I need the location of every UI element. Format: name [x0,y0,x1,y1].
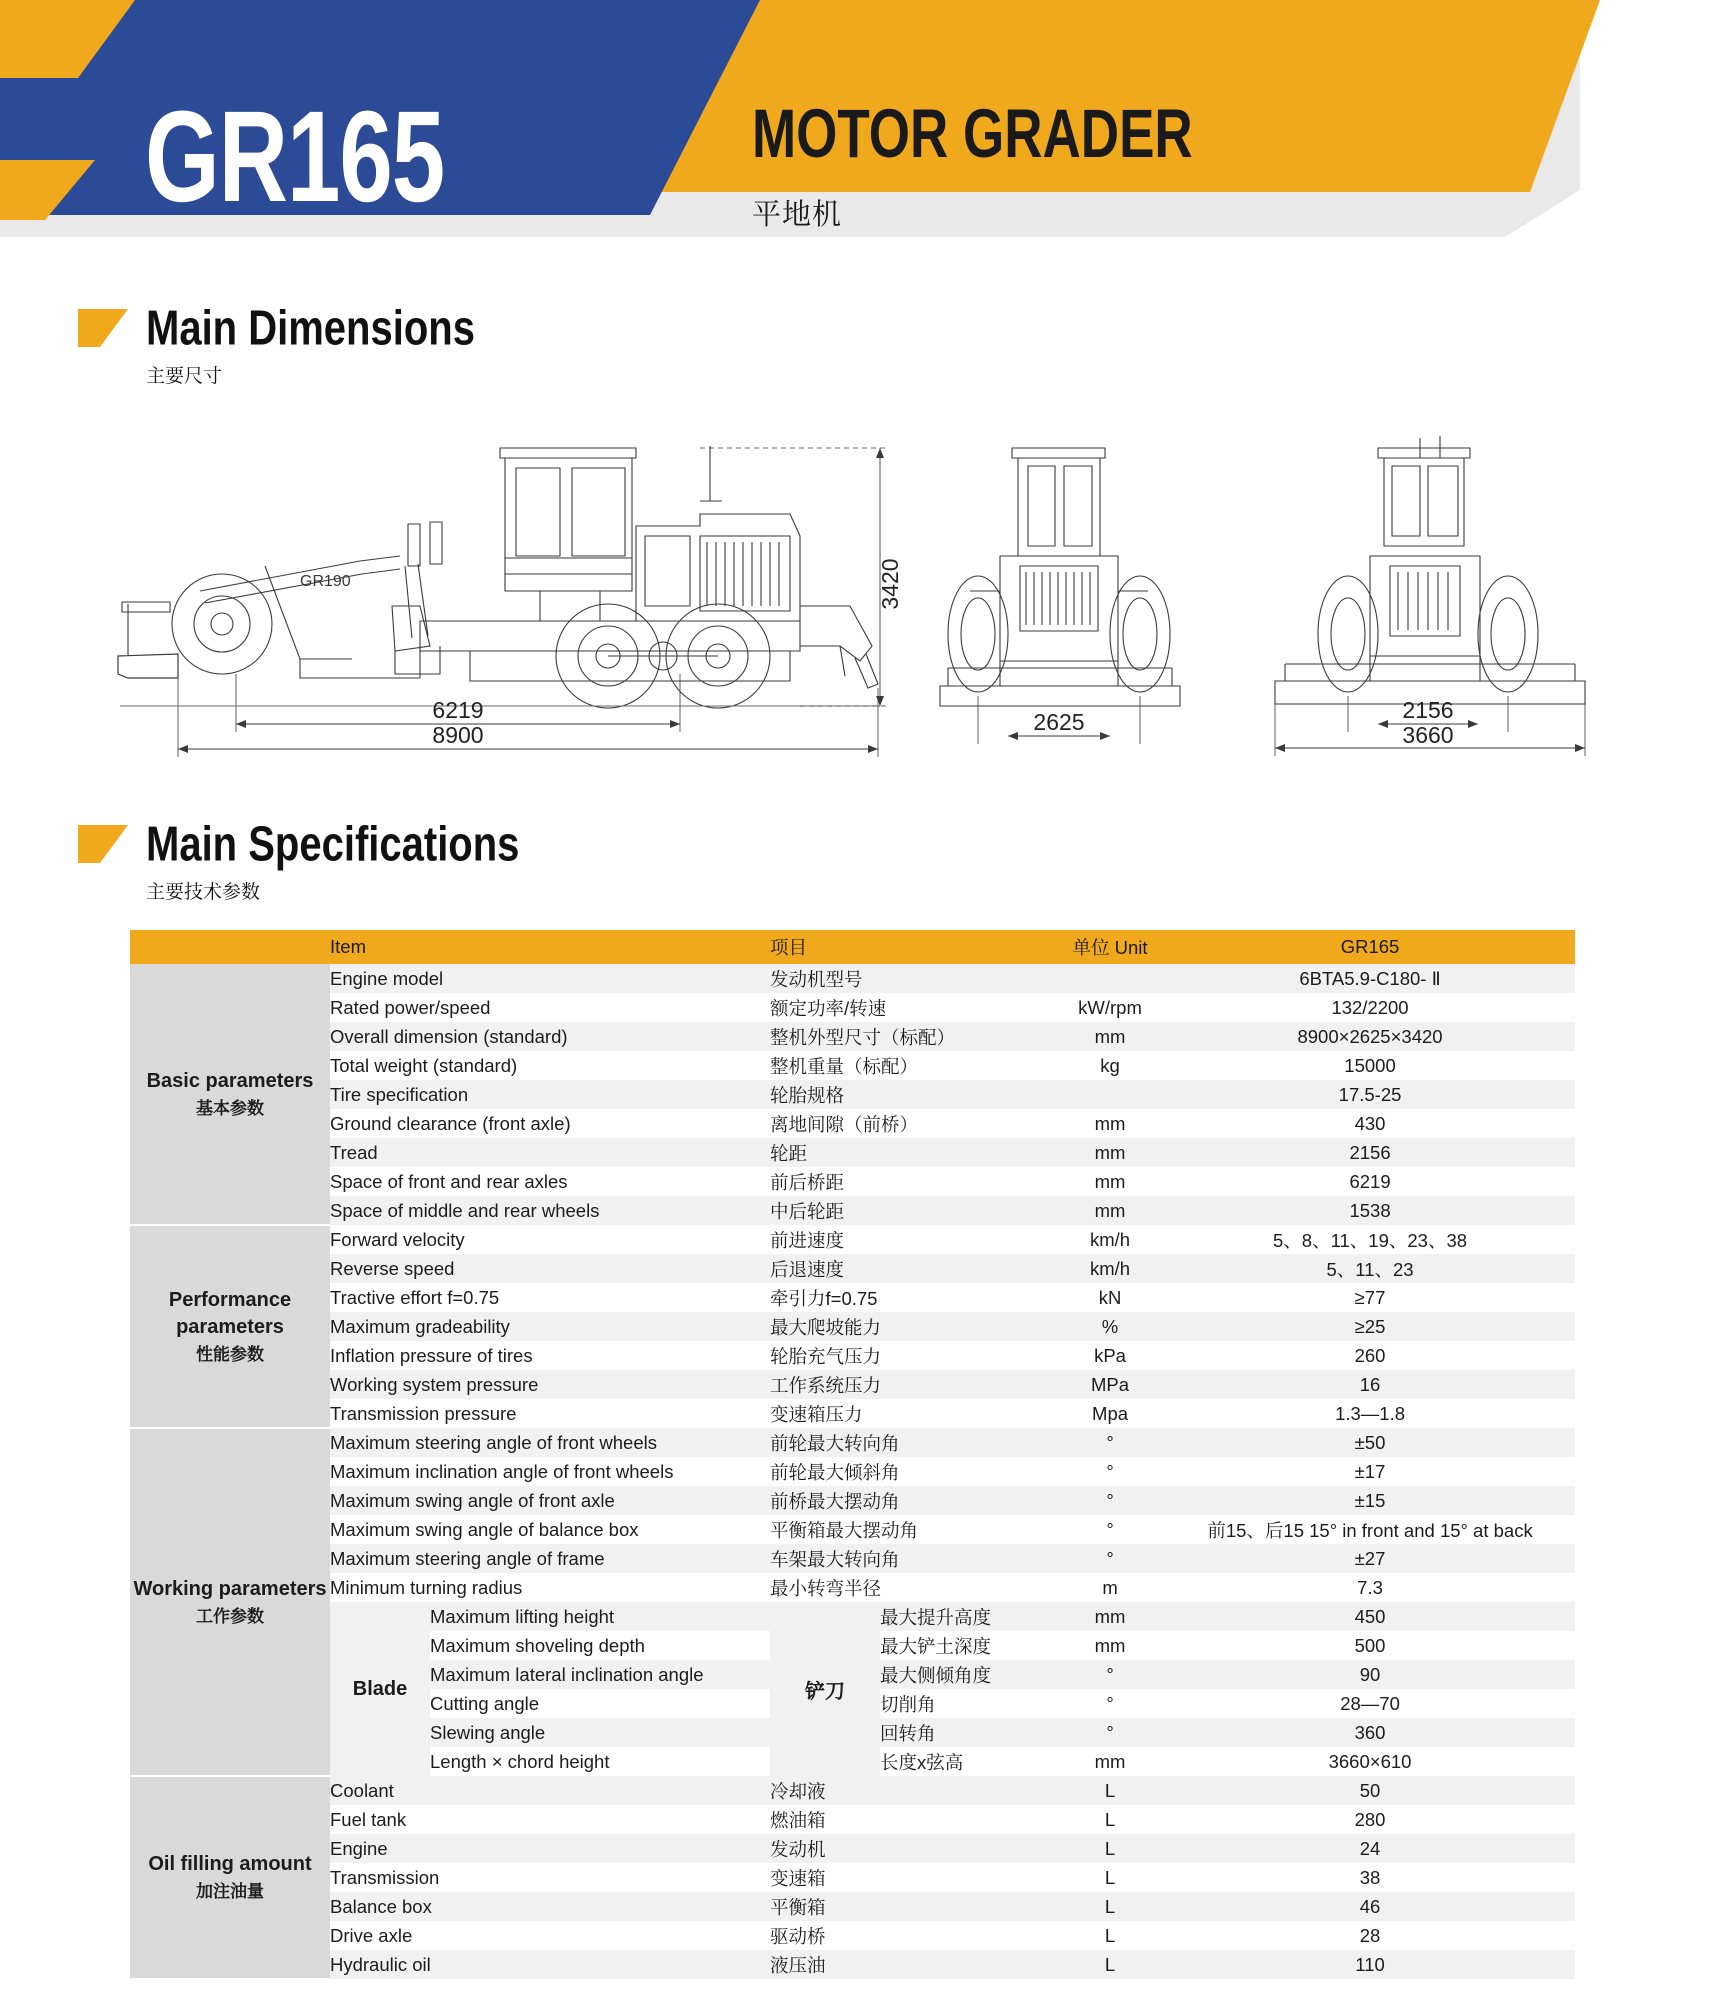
section-title-en: Main Dimensions [146,301,475,356]
header-item-en: Item [330,930,770,964]
row-item-cn: 变速箱压力 [770,1399,1055,1428]
row-unit: ° [1055,1428,1165,1457]
row-item-en: Engine model [330,964,770,993]
table-row [130,1892,1575,1921]
row-unit: ° [1055,1689,1165,1718]
table-row [130,1196,1575,1225]
row-item-cn: 后退速度 [770,1254,1055,1283]
row-value: 500 [1165,1631,1575,1660]
row-item-cn: 轮距 [770,1138,1055,1167]
row-value: 7.3 [1165,1573,1575,1602]
row-unit: mm [1055,1109,1165,1138]
row-item-cn: 变速箱 [770,1863,1055,1892]
row-value: 50 [1165,1776,1575,1805]
row-value: ±17 [1165,1457,1575,1486]
row-value: 24 [1165,1834,1575,1863]
row-value: ≥25 [1165,1312,1575,1341]
table-row [130,1051,1575,1080]
row-value: 28—70 [1165,1689,1575,1718]
row-item-cn: 最小转弯半径 [770,1573,1055,1602]
dim-side-length: 8900 [432,722,484,748]
row-item-en: Rated power/speed [330,993,770,1022]
specifications-table-wrap [130,930,1581,1980]
row-item-en: Cutting angle [430,1689,770,1718]
row-item-cn: 轮胎规格 [770,1080,1055,1109]
row-item-cn: 离地间隙（前桥） [770,1109,1055,1138]
group-label: Basic parameters 基本参数 [130,964,330,1225]
table-row [130,1138,1575,1167]
table-row [130,1312,1575,1341]
row-item-cn: 驱动桥 [770,1921,1055,1950]
row-value: ±15 [1165,1486,1575,1515]
row-item-en: Maximum lateral inclination angle [430,1660,770,1689]
row-unit [1055,1080,1165,1109]
row-unit: mm [1055,1167,1165,1196]
row-item-cn: 回转角 [880,1718,1055,1747]
table-row [130,1602,1575,1631]
row-item-en: Ground clearance (front axle) [330,1109,770,1138]
arrow-marker-icon [78,825,128,863]
row-item-en: Maximum steering angle of front wheels [330,1428,770,1457]
row-value: 450 [1165,1602,1575,1631]
table-row [130,1167,1575,1196]
row-item-en: Maximum inclination angle of front wheels [330,1457,770,1486]
row-item-en: Reverse speed [330,1254,770,1283]
row-item-en: Forward velocity [330,1225,770,1254]
table-row [130,1544,1575,1573]
section-title-cn: 主要技术参数 [146,882,261,903]
row-item-cn: 最大提升高度 [880,1602,1055,1631]
row-unit: mm [1055,1631,1165,1660]
row-unit: mm [1055,1196,1165,1225]
section-title-cn: 主要尺寸 [146,366,223,387]
row-unit: L [1055,1805,1165,1834]
table-row [130,1428,1575,1457]
product-model: GR165 [145,84,445,230]
row-item-cn: 前轮最大转向角 [770,1428,1055,1457]
row-item-en: Tractive effort f=0.75 [330,1283,770,1312]
row-unit: km/h [1055,1225,1165,1254]
row-item-cn: 整机重量（标配） [770,1051,1055,1080]
table-row [130,1950,1575,1979]
row-unit: L [1055,1863,1165,1892]
row-item-en: Transmission [330,1863,770,1892]
dim-front-width: 2625 [1033,709,1085,735]
product-title-en: MOTOR GRADER [752,96,1193,173]
table-row [130,1486,1575,1515]
row-item-en: Transmission pressure [330,1399,770,1428]
row-item-cn: 牵引力f=0.75 [770,1283,1055,1312]
row-item-en: Working system pressure [330,1370,770,1399]
row-value: 6219 [1165,1167,1575,1196]
section-title-en: Main Specifications [146,817,520,872]
row-unit: L [1055,1834,1165,1863]
table-row [130,1834,1575,1863]
row-item-cn: 发动机 [770,1834,1055,1863]
row-item-cn: 燃油箱 [770,1805,1055,1834]
section-main-specifications [78,819,1711,904]
row-unit [1055,964,1165,993]
header-item-cn: 项目 [770,930,1055,964]
row-value: 6BTA5.9-C180- Ⅱ [1165,964,1575,993]
subgroup-label-cn: 铲刀 [770,1602,880,1776]
row-item-cn: 前进速度 [770,1225,1055,1254]
row-item-cn: 冷却液 [770,1776,1055,1805]
row-item-cn: 液压油 [770,1950,1055,1979]
row-item-cn: 最大铲土深度 [880,1631,1055,1660]
row-unit: ° [1055,1515,1165,1544]
row-unit: L [1055,1892,1165,1921]
row-unit: kN [1055,1283,1165,1312]
row-item-en: Engine [330,1834,770,1863]
dim-rear-tread: 2156 [1402,697,1454,723]
table-row [130,1573,1575,1602]
row-value: 38 [1165,1863,1575,1892]
row-value: 110 [1165,1950,1575,1979]
row-value: 28 [1165,1921,1575,1950]
product-title-cn: 平地机 [752,199,843,231]
table-row [130,1341,1575,1370]
row-item-en: Hydraulic oil [330,1950,770,1979]
table-row [130,1225,1575,1254]
table-row [130,1805,1575,1834]
row-item-cn: 中后轮距 [770,1196,1055,1225]
row-unit: % [1055,1312,1165,1341]
row-value: 3660×610 [1165,1747,1575,1776]
row-value: 1.3—1.8 [1165,1399,1575,1428]
row-item-en: Length × chord height [430,1747,770,1776]
row-value: 280 [1165,1805,1575,1834]
row-unit: ° [1055,1457,1165,1486]
row-value: 132/2200 [1165,993,1575,1022]
row-item-en: Drive axle [330,1921,770,1950]
row-value: 5、11、23 [1165,1254,1575,1283]
table-row [130,1254,1575,1283]
row-value: 2156 [1165,1138,1575,1167]
row-value: ≥77 [1165,1283,1575,1312]
row-unit: L [1055,1776,1165,1805]
row-item-cn: 切削角 [880,1689,1055,1718]
row-unit: ° [1055,1660,1165,1689]
row-item-en: Tire specification [330,1080,770,1109]
group-label: Oil filling amount 加注油量 [130,1776,330,1979]
dim-side-height: 3420 [877,558,903,610]
table-header-row [130,930,1575,964]
row-unit: ° [1055,1544,1165,1573]
subgroup-label-en: Blade [330,1602,430,1776]
dimension-drawings [0,406,1711,761]
row-item-cn: 长度x弦高 [880,1747,1055,1776]
table-row [130,1080,1575,1109]
row-item-cn: 平衡箱 [770,1892,1055,1921]
row-unit: mm [1055,1747,1165,1776]
row-item-en: Maximum steering angle of frame [330,1544,770,1573]
row-item-cn: 平衡箱最大摆动角 [770,1515,1055,1544]
section-main-dimensions [78,303,1711,388]
row-value: 46 [1165,1892,1575,1921]
row-unit: ° [1055,1718,1165,1747]
row-item-cn: 车架最大转向角 [770,1544,1055,1573]
row-item-en: Minimum turning radius [330,1573,770,1602]
row-value: ±27 [1165,1544,1575,1573]
row-value: 15000 [1165,1051,1575,1080]
row-unit: kg [1055,1051,1165,1080]
row-item-cn: 最大侧倾角度 [880,1660,1055,1689]
group-label: Working parameters 工作参数 [130,1428,330,1776]
table-row [130,1863,1575,1892]
row-item-cn: 工作系统压力 [770,1370,1055,1399]
row-item-cn: 整机外型尺寸（标配） [770,1022,1055,1051]
table-row [130,1776,1575,1805]
row-item-cn: 前桥最大摆动角 [770,1486,1055,1515]
row-item-en: Maximum lifting height [430,1602,770,1631]
row-item-cn: 发动机型号 [770,964,1055,993]
group-label: Performance parameters 性能参数 [130,1225,330,1428]
row-unit: m [1055,1573,1165,1602]
row-value: 前15、后15 15° in front and 15° at back [1165,1515,1575,1544]
table-row [130,1921,1575,1950]
row-unit: km/h [1055,1254,1165,1283]
row-item-cn: 最大爬坡能力 [770,1312,1055,1341]
row-item-en: Maximum swing angle of front axle [330,1486,770,1515]
arrow-marker-icon [78,309,128,347]
table-row [130,964,1575,993]
dim-side-wheelbase: 6219 [432,697,484,723]
row-item-en: Total weight (standard) [330,1051,770,1080]
row-unit: MPa [1055,1370,1165,1399]
row-item-en: Space of front and rear axles [330,1167,770,1196]
row-item-en: Fuel tank [330,1805,770,1834]
row-unit: L [1055,1921,1165,1950]
row-value: 90 [1165,1660,1575,1689]
row-item-en: Maximum swing angle of balance box [330,1515,770,1544]
row-item-en: Tread [330,1138,770,1167]
row-value: 17.5-25 [1165,1080,1575,1109]
row-value: 8900×2625×3420 [1165,1022,1575,1051]
dim-rear-width: 3660 [1402,722,1454,748]
row-value: 260 [1165,1341,1575,1370]
header-unit: 单位 Unit [1055,930,1165,964]
row-unit: kPa [1055,1341,1165,1370]
row-item-en: Maximum shoveling depth [430,1631,770,1660]
row-unit: mm [1055,1602,1165,1631]
table-row [130,1457,1575,1486]
row-item-cn: 前后桥距 [770,1167,1055,1196]
row-value: 430 [1165,1109,1575,1138]
row-item-cn: 额定功率/转速 [770,993,1055,1022]
header-model: GR165 [1165,930,1575,964]
specifications-table [130,930,1575,1980]
table-row [130,1370,1575,1399]
row-item-en: Overall dimension (standard) [330,1022,770,1051]
row-item-en: Inflation pressure of tires [330,1341,770,1370]
row-unit: Mpa [1055,1399,1165,1428]
table-row [130,1283,1575,1312]
row-unit: ° [1055,1486,1165,1515]
row-item-en: Balance box [330,1892,770,1921]
row-unit: mm [1055,1022,1165,1051]
row-value: 360 [1165,1718,1575,1747]
row-item-en: Coolant [330,1776,770,1805]
row-value: 5、8、11、19、23、38 [1165,1225,1575,1254]
row-item-en: Maximum gradeability [330,1312,770,1341]
table-row [130,993,1575,1022]
table-row [130,1022,1575,1051]
svg-text:GR190: GR190 [300,573,351,590]
row-value: ±50 [1165,1428,1575,1457]
row-item-en: Slewing angle [430,1718,770,1747]
row-item-en: Space of middle and rear wheels [330,1196,770,1225]
row-unit: kW/rpm [1055,993,1165,1022]
table-row [130,1109,1575,1138]
row-value: 16 [1165,1370,1575,1399]
table-row [130,1515,1575,1544]
page-header [0,0,1711,245]
row-unit: mm [1055,1138,1165,1167]
row-item-cn: 前轮最大倾斜角 [770,1457,1055,1486]
row-unit: L [1055,1950,1165,1979]
row-item-cn: 轮胎充气压力 [770,1341,1055,1370]
table-row [130,1399,1575,1428]
header-spacer [130,930,330,964]
row-value: 1538 [1165,1196,1575,1225]
